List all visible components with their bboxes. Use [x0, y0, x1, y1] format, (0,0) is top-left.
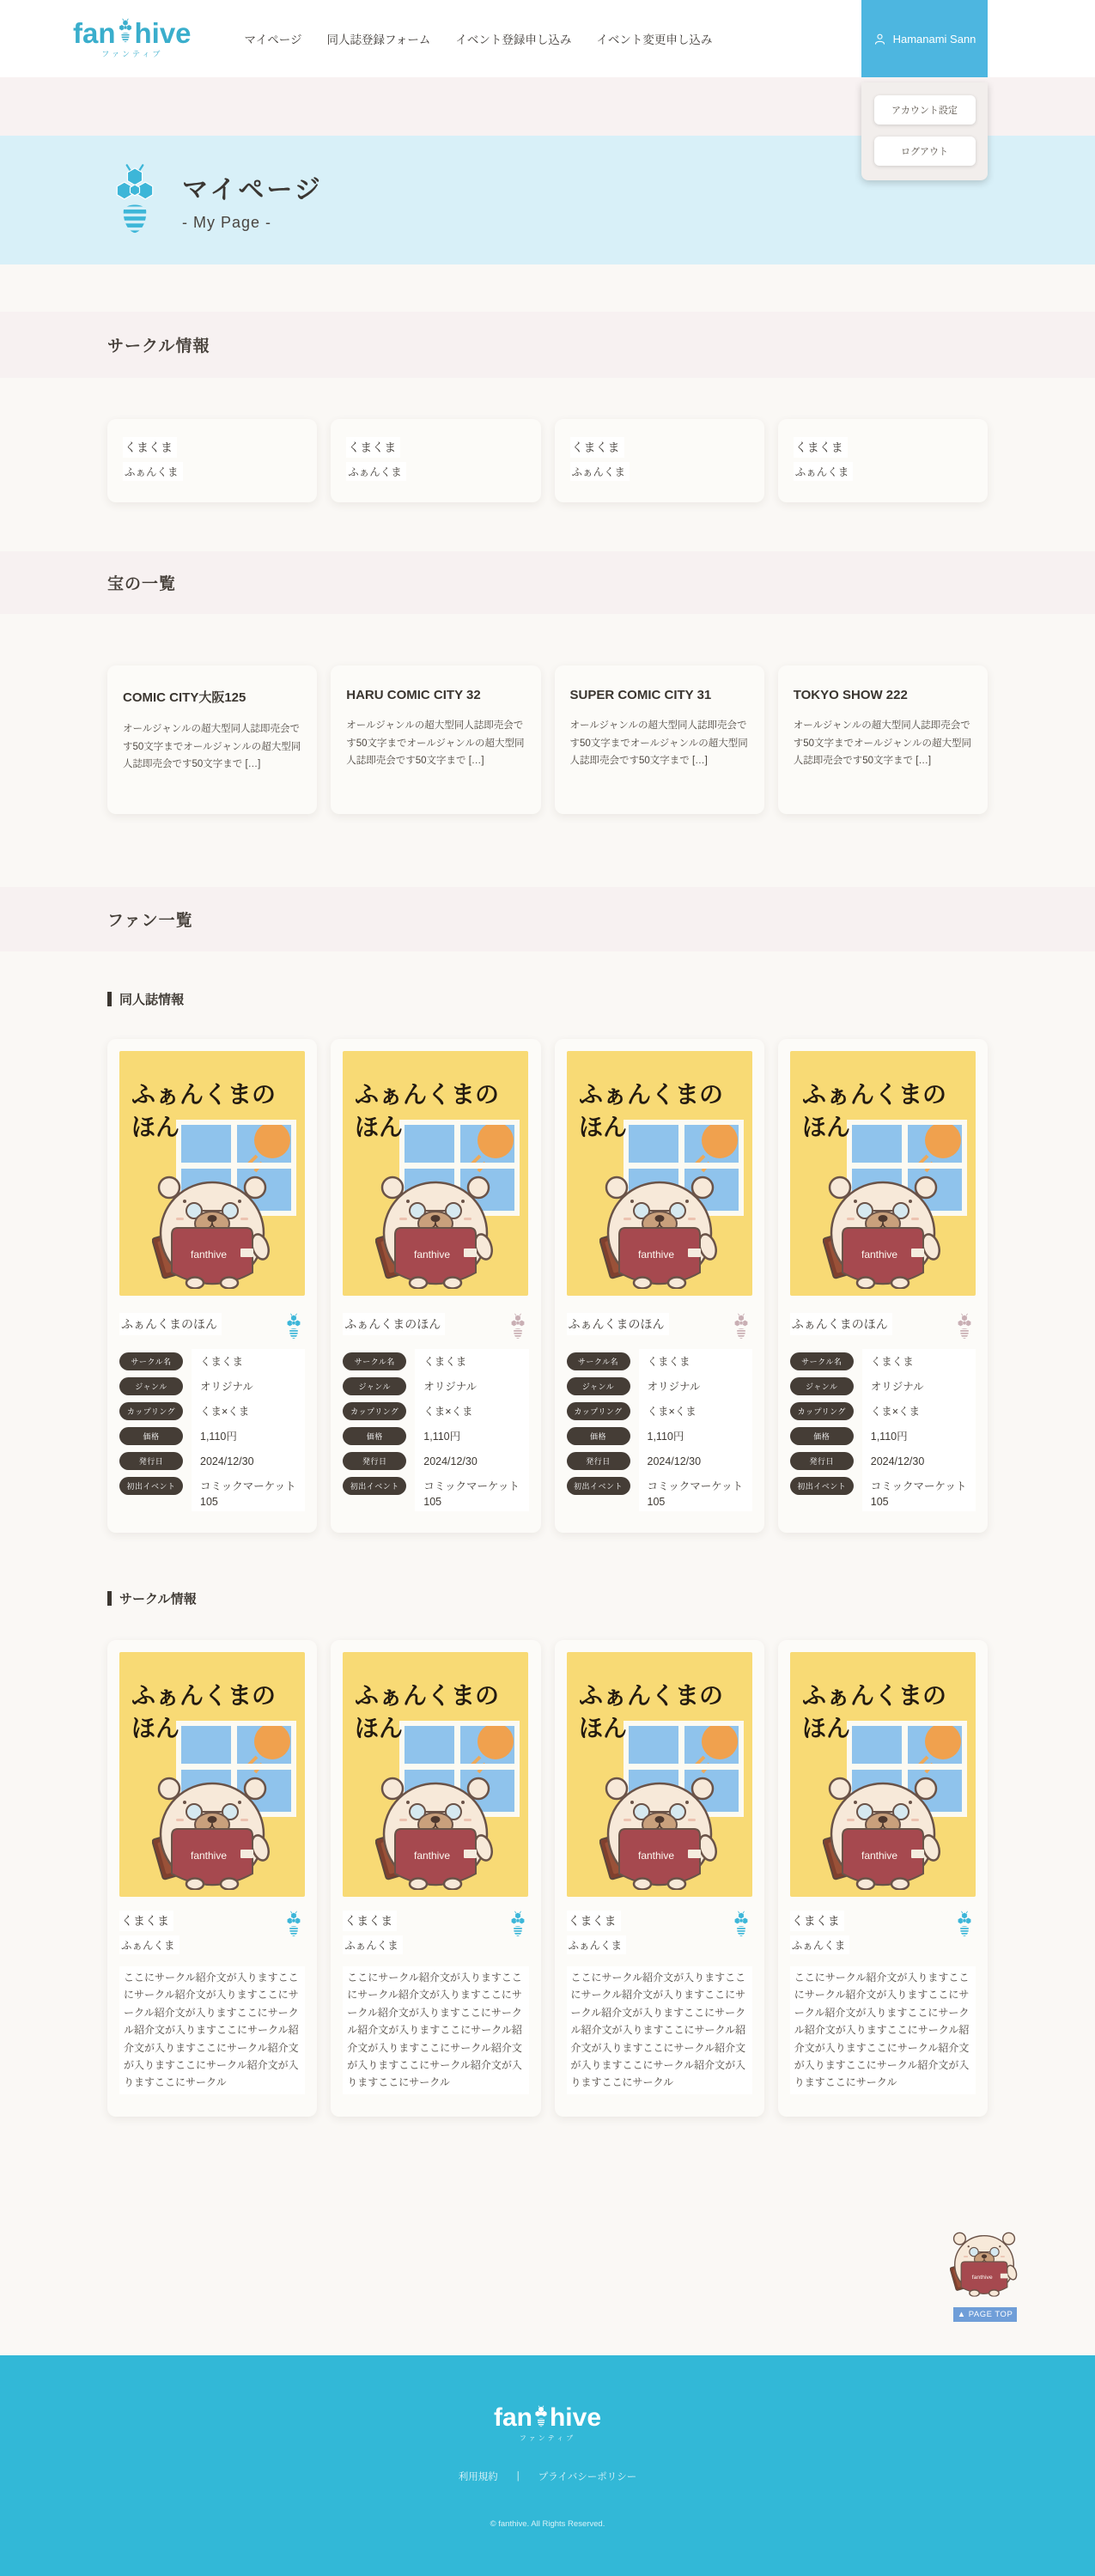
circle-pen-name: ふぁんくま	[794, 462, 854, 481]
meta-value: オリジナル	[862, 1374, 976, 1399]
meta-label: 初出イベント	[790, 1477, 854, 1495]
nav-item-mypage[interactable]: マイページ	[244, 33, 302, 46]
footer-link-terms[interactable]: 利用規約	[458, 2472, 498, 2482]
section-title: 宝の一覧	[107, 575, 177, 593]
meta-value: くまくま	[192, 1349, 305, 1374]
page-title: マイページ	[182, 176, 323, 204]
favorite-bee-icon[interactable]	[284, 1911, 303, 1938]
meta-label: ジャンル	[343, 1377, 406, 1395]
cover-title-line1: ふぁんくまの	[131, 1682, 277, 1709]
meta-value: コミックマーケット105	[415, 1473, 528, 1511]
meta-label: サークル名	[567, 1352, 630, 1370]
event-card[interactable]	[778, 665, 988, 814]
logo-kana: ファンティブ	[101, 49, 163, 58]
meta-label: 初出イベント	[119, 1477, 183, 1495]
meta-label: 価格	[567, 1427, 630, 1445]
logo-text-right: hive	[134, 16, 192, 49]
page-top-button[interactable]: ▲ PAGE TOP	[953, 2307, 1017, 2322]
user-name: Hamanami Sann	[892, 32, 976, 46]
doujinshi-title: ふぁんくまのほん	[343, 1313, 445, 1335]
nav-item-doujinshi-form[interactable]: 同人誌登録フォーム	[326, 33, 431, 46]
event-title: HARU COMIC CITY 32	[346, 688, 481, 702]
meta-value: オリジナル	[192, 1374, 305, 1399]
bee-icon	[110, 161, 160, 240]
event-description: オールジャンルの超大型同人誌即売会です50文字までオールジャンルの超大型同人誌即売会です50文字まで […]	[123, 724, 301, 770]
cover-title-line2: ほん	[578, 1715, 627, 1741]
section-heading-circle-info	[0, 312, 1095, 378]
meta-value: オリジナル	[639, 1374, 752, 1399]
circle-name: くまくま	[123, 437, 177, 458]
meta-label: 発行日	[343, 1452, 406, 1470]
meta-label: ジャンル	[790, 1377, 854, 1395]
user-dropdown-menu	[861, 82, 988, 180]
favorite-bee-icon[interactable]	[955, 1911, 974, 1938]
cover-title-line2: ほん	[131, 1114, 180, 1140]
circle-pen-name: ふぁんくま	[570, 462, 630, 481]
doujinshi-meta	[567, 1349, 752, 1511]
subheading-bar	[107, 992, 112, 1006]
doujinshi-cover-image	[343, 1051, 528, 1296]
section-heading-fan-list	[0, 887, 1095, 951]
doujinshi-meta	[790, 1349, 976, 1511]
cover-title-line1: ふぁんくまの	[801, 1081, 946, 1108]
meta-label: カップリング	[343, 1402, 406, 1420]
subheading-doujinshi-info	[107, 990, 184, 1008]
favorite-bee-icon[interactable]	[955, 1313, 974, 1340]
cover-title-line1: ふぁんくまの	[131, 1081, 277, 1108]
meta-value: 1,110円	[639, 1424, 752, 1449]
event-description: オールジャンルの超大型同人誌即売会です50文字までオールジャンルの超大型同人誌即売会です50文字まで […]	[793, 720, 972, 767]
circle-name: くまくま	[567, 1911, 621, 1931]
meta-label: カップリング	[567, 1402, 630, 1420]
doujinshi-title: ふぁんくまのほん	[567, 1313, 669, 1335]
doujinshi-card[interactable]	[778, 1039, 988, 1533]
circle-name: くまくま	[794, 437, 848, 458]
meta-label: 発行日	[790, 1452, 854, 1470]
event-description: オールジャンルの超大型同人誌即売会です50文字までオールジャンルの超大型同人誌即売会です50文字まで […]	[569, 720, 748, 767]
circle-info-card[interactable]	[778, 419, 988, 502]
event-title: SUPER COMIC CITY 31	[569, 688, 712, 702]
site-logo[interactable]	[73, 16, 192, 59]
bee-icon	[117, 18, 134, 44]
doujinshi-cover-image	[567, 1051, 752, 1296]
fan-circle-card[interactable]	[107, 1640, 317, 2117]
meta-value: コミックマーケット105	[639, 1473, 752, 1511]
fan-circle-row	[107, 1640, 988, 2117]
meta-label: 初出イベント	[567, 1477, 630, 1495]
section-heading-treasure-list	[0, 551, 1095, 614]
cover-title-line1: ふぁんくまの	[578, 1682, 723, 1709]
doujinshi-title: ふぁんくまのほん	[119, 1313, 222, 1335]
meta-value: 1,110円	[862, 1424, 976, 1449]
cover-title-line1: ふぁんくまの	[578, 1081, 723, 1108]
meta-label: 価格	[343, 1427, 406, 1445]
subheading-bar	[107, 1591, 112, 1606]
subheading-circle-info	[107, 1589, 197, 1607]
meta-value: 2024/12/30	[415, 1449, 528, 1473]
favorite-bee-icon[interactable]	[284, 1313, 303, 1340]
circle-pen-name: ふぁんくま	[567, 1935, 627, 1954]
footer-link-divider: |	[516, 2471, 520, 2482]
cover-title-line1: ふぁんくまの	[355, 1682, 500, 1709]
bee-icon	[533, 2405, 549, 2428]
footer-copyright: © fanthive. All Rights Reserved.	[490, 2519, 605, 2529]
fan-circle-card[interactable]	[555, 1640, 764, 2117]
meta-label: カップリング	[790, 1402, 854, 1420]
circle-name: くまくま	[346, 437, 400, 458]
fan-circle-card[interactable]	[778, 1640, 988, 2117]
meta-label: サークル名	[343, 1352, 406, 1370]
meta-label: カップリング	[119, 1402, 183, 1420]
menu-item-logout[interactable]: ログアウト	[874, 137, 976, 166]
circle-name: くまくま	[119, 1911, 173, 1931]
favorite-bee-icon[interactable]	[732, 1911, 751, 1938]
menu-item-account-settings[interactable]: アカウント設定	[874, 95, 976, 125]
event-title: TOKYO SHOW 222	[793, 688, 908, 702]
circle-name: くまくま	[790, 1911, 844, 1931]
doujinshi-meta	[119, 1349, 305, 1511]
subheading-label: サークル情報	[119, 1592, 197, 1607]
meta-value: くまくま	[415, 1349, 528, 1374]
doujinshi-cover-image	[790, 1051, 976, 1296]
circle-name: くまくま	[570, 437, 624, 458]
meta-value: くま×くま	[639, 1399, 752, 1424]
main-nav	[245, 30, 713, 47]
doujinshi-row	[107, 1039, 988, 1533]
site-logo-wordmark	[73, 16, 192, 49]
footer-logo-kana: ファンティブ	[519, 2434, 576, 2442]
circle-pen-name: ふぁんくま	[790, 1935, 850, 1954]
meta-value: くま×くま	[192, 1399, 305, 1424]
footer-logo[interactable]	[0, 2355, 1095, 2431]
cover-title-line2: ほん	[578, 1114, 627, 1140]
circle-pen-name: ふぁんくま	[346, 462, 406, 481]
circle-pen-name: ふぁんくま	[343, 1935, 403, 1954]
meta-value: コミックマーケット105	[862, 1473, 976, 1511]
meta-value: くまくま	[862, 1349, 976, 1374]
subheading-label: 同人誌情報	[119, 993, 185, 1007]
section-title: サークル情報	[107, 337, 210, 355]
meta-label: 発行日	[119, 1452, 183, 1470]
doujinshi-title: ふぁんくまのほん	[790, 1313, 892, 1335]
page-subtitle: - My Page -	[182, 214, 272, 231]
doujinshi-cover-image	[119, 1051, 305, 1296]
page-title-block	[182, 168, 323, 232]
user-account-button[interactable]	[861, 0, 988, 77]
circle-cover-image	[790, 1652, 976, 1897]
doujinshi-card[interactable]	[107, 1039, 317, 1533]
bear-mascot-image	[950, 2229, 1019, 2298]
logo-text-right: hive	[549, 2403, 602, 2432]
event-title: COMIC CITY大阪125	[123, 690, 246, 705]
meta-label: 価格	[790, 1427, 854, 1445]
meta-value: オリジナル	[415, 1374, 528, 1399]
site-footer	[0, 2355, 1095, 2576]
meta-value: 2024/12/30	[862, 1449, 976, 1473]
circle-cover-image	[567, 1652, 752, 1897]
circle-description: ここにサークル紹介文が入りますここにサークル紹介文が入りますここにサークル紹介文が入りますここにサークル紹介文が入りますここにサークル紹介文が入りますここにサークル紹介文が入りますここにサークル紹介文が入りますここにサークル	[567, 1966, 752, 2094]
meta-value: 2024/12/30	[639, 1449, 752, 1473]
cover-title-line2: ほん	[801, 1715, 850, 1741]
meta-value: 2024/12/30	[192, 1449, 305, 1473]
logo-text-left: fan	[73, 16, 116, 49]
cover-title-line2: ほん	[355, 1715, 404, 1741]
user-icon	[873, 33, 886, 46]
event-card[interactable]	[555, 665, 764, 814]
section-title: ファン一覧	[107, 912, 193, 930]
meta-value: コミックマーケット105	[192, 1473, 305, 1511]
meta-label: 発行日	[567, 1452, 630, 1470]
meta-label: 価格	[119, 1427, 183, 1445]
event-row	[107, 665, 988, 814]
nav-item-event-change[interactable]: イベント変更申し込み	[596, 33, 713, 46]
nav-item-event-register[interactable]: イベント登録申し込み	[455, 33, 572, 46]
circle-cover-image	[343, 1652, 528, 1897]
footer-links	[0, 2470, 1095, 2483]
circle-cover-image	[119, 1652, 305, 1897]
event-description: オールジャンルの超大型同人誌即売会です50文字までオールジャンルの超大型同人誌即売会です50文字まで […]	[346, 720, 525, 767]
favorite-bee-icon[interactable]	[508, 1911, 527, 1938]
circle-description: ここにサークル紹介文が入りますここにサークル紹介文が入りますここにサークル紹介文が入りますここにサークル紹介文が入りますここにサークル紹介文が入りますここにサークル紹介文が入りますここにサークル紹介文が入りますここにサークル	[790, 1966, 976, 2094]
meta-label: サークル名	[119, 1352, 183, 1370]
logo-text-left: fan	[493, 2403, 532, 2432]
cover-title-line2: ほん	[131, 1715, 180, 1741]
meta-label: ジャンル	[567, 1377, 630, 1395]
favorite-bee-icon[interactable]	[508, 1313, 527, 1340]
circle-info-card[interactable]	[555, 419, 764, 502]
meta-label: 初出イベント	[343, 1477, 406, 1495]
circle-description: ここにサークル紹介文が入りますここにサークル紹介文が入りますここにサークル紹介文が入りますここにサークル紹介文が入りますここにサークル紹介文が入りますここにサークル紹介文が入りますここにサークル紹介文が入りますここにサークル	[343, 1966, 528, 2094]
cover-title-line1: ふぁんくまの	[355, 1081, 500, 1108]
meta-value: くま×くま	[862, 1399, 976, 1424]
meta-label: ジャンル	[119, 1377, 183, 1395]
meta-value: 1,110円	[192, 1424, 305, 1449]
favorite-bee-icon[interactable]	[732, 1313, 751, 1340]
fan-circle-card[interactable]	[331, 1640, 540, 2117]
event-card[interactable]	[331, 665, 540, 814]
footer-link-privacy[interactable]: プライバシーポリシー	[538, 2472, 637, 2482]
circle-description: ここにサークル紹介文が入りますここにサークル紹介文が入りますここにサークル紹介文が入りますここにサークル紹介文が入りますここにサークル紹介文が入りますここにサークル紹介文が入りますここにサークル紹介文が入りますここにサークル	[119, 1966, 305, 2094]
doujinshi-card[interactable]	[331, 1039, 540, 1533]
doujinshi-card[interactable]	[555, 1039, 764, 1533]
event-card[interactable]	[107, 665, 317, 814]
circle-pen-name: ふぁんくま	[123, 462, 183, 481]
meta-label: サークル名	[790, 1352, 854, 1370]
circle-info-card[interactable]	[107, 419, 317, 502]
circle-pen-name: ふぁんくま	[119, 1935, 179, 1954]
doujinshi-meta	[343, 1349, 528, 1511]
cover-title-line2: ほん	[355, 1114, 404, 1140]
cover-title-line2: ほん	[801, 1114, 850, 1140]
cover-title-line1: ふぁんくまの	[801, 1682, 946, 1709]
meta-value: 1,110円	[415, 1424, 528, 1449]
circle-info-row	[107, 419, 988, 502]
meta-value: くま×くま	[415, 1399, 528, 1424]
meta-value: くまくま	[639, 1349, 752, 1374]
circle-name: くまくま	[343, 1911, 397, 1931]
circle-info-card[interactable]	[331, 419, 540, 502]
